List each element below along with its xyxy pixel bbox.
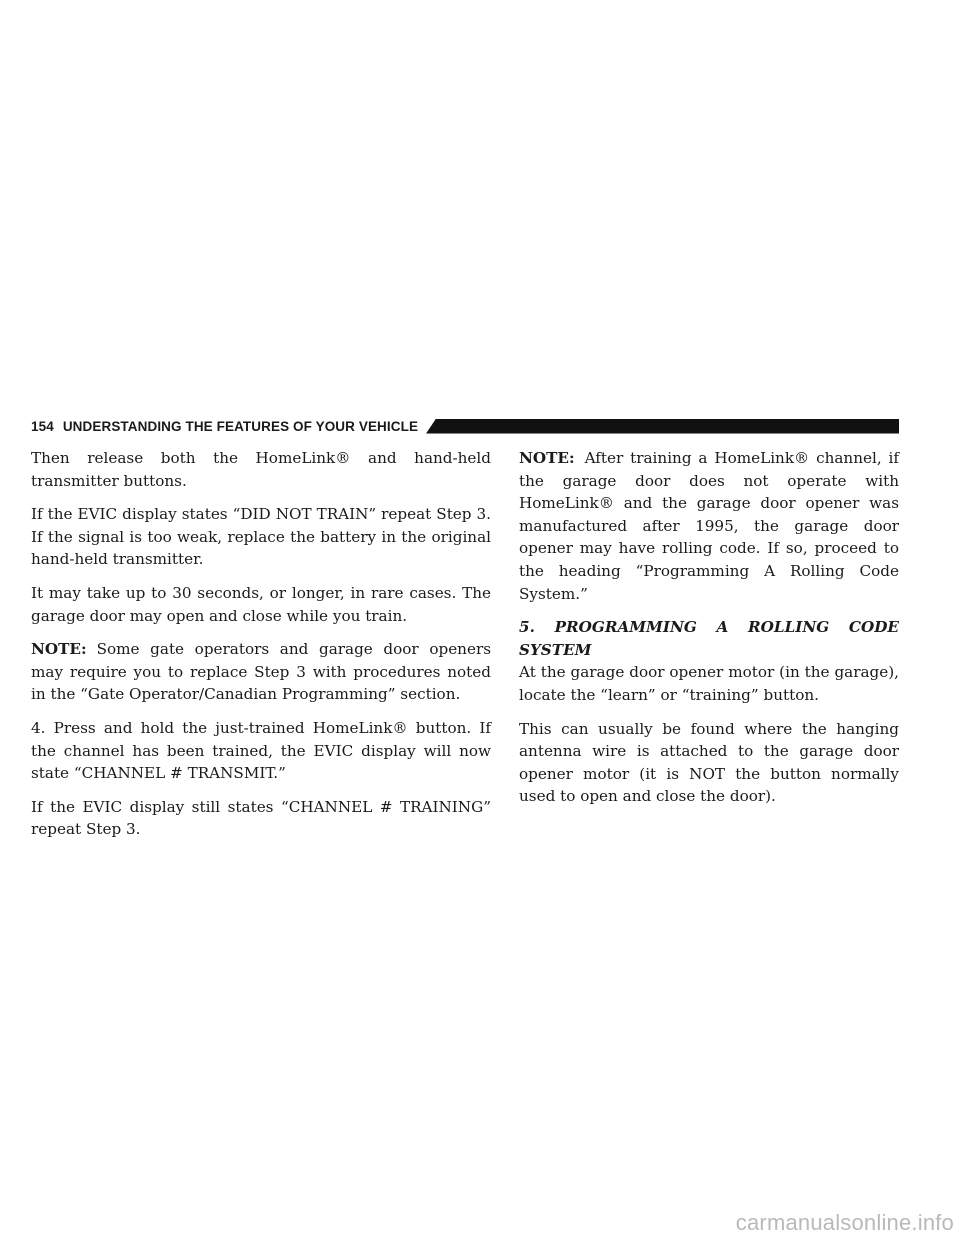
note-rolling-code <box>519 447 899 605</box>
page-header-title: UNDERSTANDING THE FEATURES OF YOUR VEHICLE <box>62 418 419 434</box>
paragraph-antenna-wire: This can usually be found where the hanging antenna wire is attached to the garage door opener motor (it is NOT the button normally used to open and close the door). <box>519 719 899 806</box>
header-bar <box>426 419 899 434</box>
paragraph-training-time: It may take up to 30 seconds, or longer, in rare cases. The garage door may open and close while you train. <box>31 583 491 625</box>
section-heading-rolling-code: 5. PROGRAMMING A ROLLING CODE SYSTEM <box>519 618 899 659</box>
note-text: Some gate operators and garage door openers may require you to replace Step 3 with procedures noted in the “Gate Operator/Canadian Programming” section. <box>31 640 491 704</box>
paragraph-release-buttons: Then release both the HomeLink® and hand-held transmitter buttons. <box>31 449 491 490</box>
paragraph-did-not-train: If the EVIC display states “DID NOT TRAIN” repeat Step 3. If the signal is too weak, replace the battery in the original hand-held transmitter. <box>31 505 491 569</box>
watermark: carmanualsonline.info <box>735 1210 954 1235</box>
paragraph-still-training: If the EVIC display still states “CHANNEL # TRAINING” repeat Step 3. <box>31 797 491 839</box>
note-text: After training a HomeLink® channel, if the garage door does not operate with HomeLink® and the garage door opener was manufactured after 1995, the garage door opener may have rolling code. If so, proceed to the heading “Programming A Rolling Code System.” <box>519 449 899 603</box>
note-label: NOTE: <box>31 640 87 659</box>
paragraph-step-4: 4. Press and hold the just-trained HomeLink® button. If the channel has been trained, the EVIC display will now state “CHANNEL # TRANSMIT.” <box>31 718 491 783</box>
note-gate-operators <box>31 638 491 706</box>
right-column <box>519 447 899 819</box>
page-header <box>31 417 899 435</box>
paragraph-locate-learn-button: At the garage door opener motor (in the garage), locate the “learn” or “training” button. <box>519 663 899 704</box>
note-label: NOTE: <box>519 449 575 467</box>
page-number: 154 <box>31 418 54 434</box>
left-column <box>31 447 491 852</box>
